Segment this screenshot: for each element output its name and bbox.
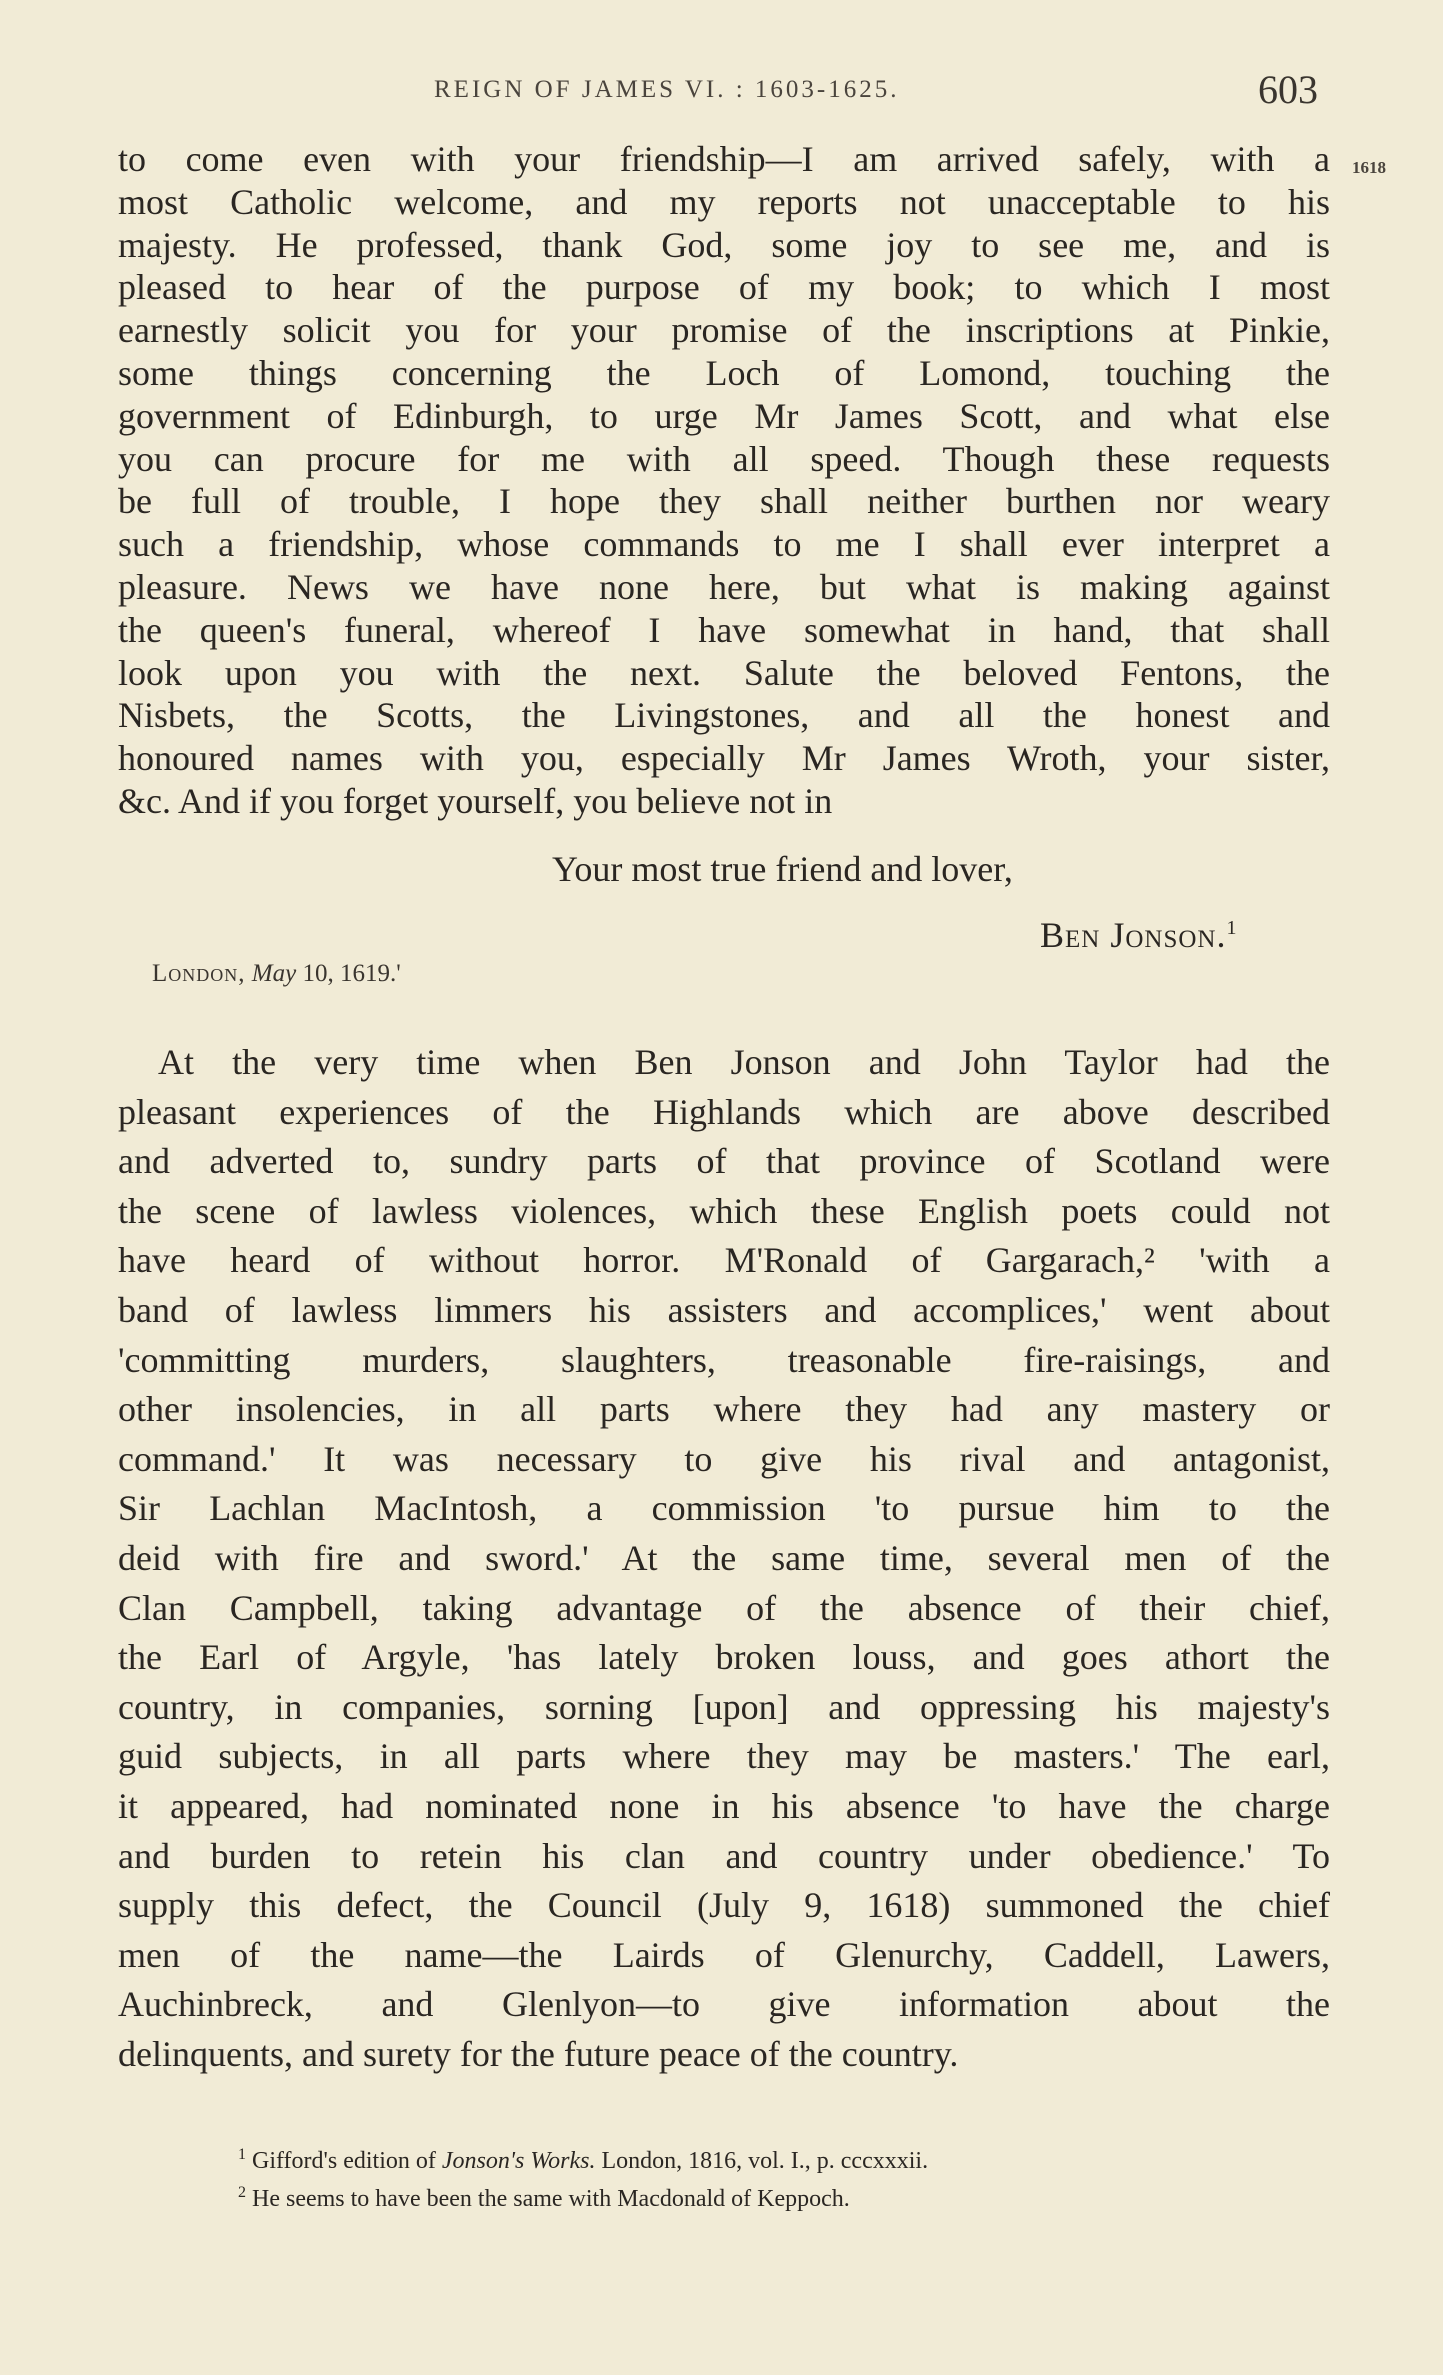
paragraph-line: band of lawless limmers his assisters and accomplices,' went about <box>118 1289 1330 1330</box>
letter-line: &c. And if you forget yourself, you believe not in <box>118 780 833 821</box>
paragraph-line: delinquents, and surety for the future peace of the country. <box>118 2033 959 2074</box>
paragraph-line: have heard of without horror. M'Ronald of Gargarach,² 'with a <box>118 1240 1330 1281</box>
margin-year-note: 1618 <box>1352 158 1386 177</box>
paragraph-line: Sir Lachlan MacIntosh, a commission 'to pursue him to the <box>118 1488 1330 1529</box>
footnote-text: Gifford's edition of <box>252 2148 442 2174</box>
footnote-mark: 2 <box>238 2184 246 2201</box>
letter-line: you can procure for me with all speed. Though these requests <box>118 438 1330 479</box>
paragraph-line: Clan Campbell, taking advantage of the absence of their chief, <box>118 1587 1330 1628</box>
letter-signature <box>1040 914 1237 956</box>
footnote-2 <box>238 2174 1238 2212</box>
paragraph-line: 'committing murders, slaughters, treasonable fire-raisings, and <box>118 1339 1330 1380</box>
paragraph-line: the scene of lawless violences, which these English poets could not <box>118 1190 1330 1231</box>
paragraph-line: the Earl of Argyle, 'has lately broken louss, and goes athort the <box>118 1637 1330 1678</box>
letter-line: majesty. He professed, thank God, some joy to see me, and is <box>118 224 1330 265</box>
letter-line: such a friendship, whose commands to me I shall ever interpret a <box>118 524 1330 565</box>
letter-line: most Catholic welcome, and my reports not unacceptable to his <box>118 181 1330 222</box>
dateline-place: London, <box>152 960 246 987</box>
signature-name: Ben Jonson. <box>1040 915 1227 955</box>
letter-line: the queen's funeral, whereof I have somewhat in hand, that shall <box>118 609 1330 650</box>
paragraph-line: At the very time when Ben Jonson and John Taylor had the <box>158 1042 1330 1082</box>
paragraph-line: it appeared, had nominated none in his absence 'to have the charge <box>118 1785 1330 1826</box>
letter-line: government of Edinburgh, to urge Mr James Scott, and what else <box>118 395 1330 436</box>
footnote-mark: 1 <box>238 2146 246 2163</box>
footnote-reference-1: 1 <box>1226 917 1238 939</box>
page-header <box>0 66 1443 126</box>
footnotes <box>238 2136 1238 2212</box>
paragraph-line: Auchinbreck, and Glenlyon—to give information about the <box>118 1984 1330 2025</box>
letter-line: pleasure. News we have none here, but what is making against <box>118 566 1330 607</box>
footnote-text: London, 1816, vol. I., p. cccxxxii. <box>595 2148 929 2174</box>
paragraph-line: command.' It was necessary to give his rival and antagonist, <box>118 1438 1330 1479</box>
paragraph-line: deid with fire and sword.' At the same time, several men of the <box>118 1537 1330 1578</box>
page-number: 603 <box>1258 67 1318 112</box>
letter-dateline <box>152 960 401 988</box>
letter-line: earnestly solicit you for your promise of the inscriptions at Pinkie, <box>118 310 1330 351</box>
letter-line: be full of trouble, I hope they shall neither burthen nor weary <box>118 481 1330 522</box>
letter-line: Nisbets, the Scotts, the Livingstones, and all the honest and <box>118 695 1330 736</box>
letter-closing: Your most true friend and lover, <box>552 849 1013 889</box>
body-paragraph <box>118 1038 1330 2079</box>
footnote-1 <box>238 2136 1238 2174</box>
paragraph-line: pleasant experiences of the Highlands which are above described <box>118 1091 1330 1132</box>
paragraph-line: other insolencies, in all parts where they had any mastery or <box>118 1389 1330 1430</box>
dateline-month: May <box>251 960 297 987</box>
letter-line: some things concerning the Loch of Lomond, touching the <box>118 352 1330 393</box>
letter-line: look upon you with the next. Salute the beloved Fentons, the <box>118 652 1330 693</box>
letter-line: pleased to hear of the purpose of my book; to which I most <box>118 267 1330 308</box>
footnote-text: He seems to have been the same with Macdonald of Keppoch. <box>252 2186 850 2212</box>
letter-line: honoured names with you, especially Mr James Wroth, your sister, <box>118 738 1330 779</box>
letter-line: to come even with your friendship—I am arrived safely, with a <box>118 139 1330 179</box>
letter-text <box>118 138 1330 823</box>
running-head: REIGN OF JAMES VI. : 1603-1625. <box>434 76 900 103</box>
dateline-rest: 10, 1619.' <box>302 960 401 987</box>
paragraph-line: guid subjects, in all parts where they may be masters.' The earl, <box>118 1736 1330 1777</box>
footnote-title: Jonson's Works. <box>441 2148 596 2174</box>
paragraph-line: men of the name—the Lairds of Glenurchy, Caddell, Lawers, <box>118 1934 1330 1975</box>
paragraph-line: country, in companies, sorning [upon] and oppressing his majesty's <box>118 1686 1330 1727</box>
paragraph-line: supply this defect, the Council (July 9, 1618) summoned the chief <box>118 1885 1330 1926</box>
paragraph-line: and adverted to, sundry parts of that province of Scotland were <box>118 1141 1330 1182</box>
paragraph-line: and burden to retein his clan and country under obedience.' To <box>118 1835 1330 1876</box>
